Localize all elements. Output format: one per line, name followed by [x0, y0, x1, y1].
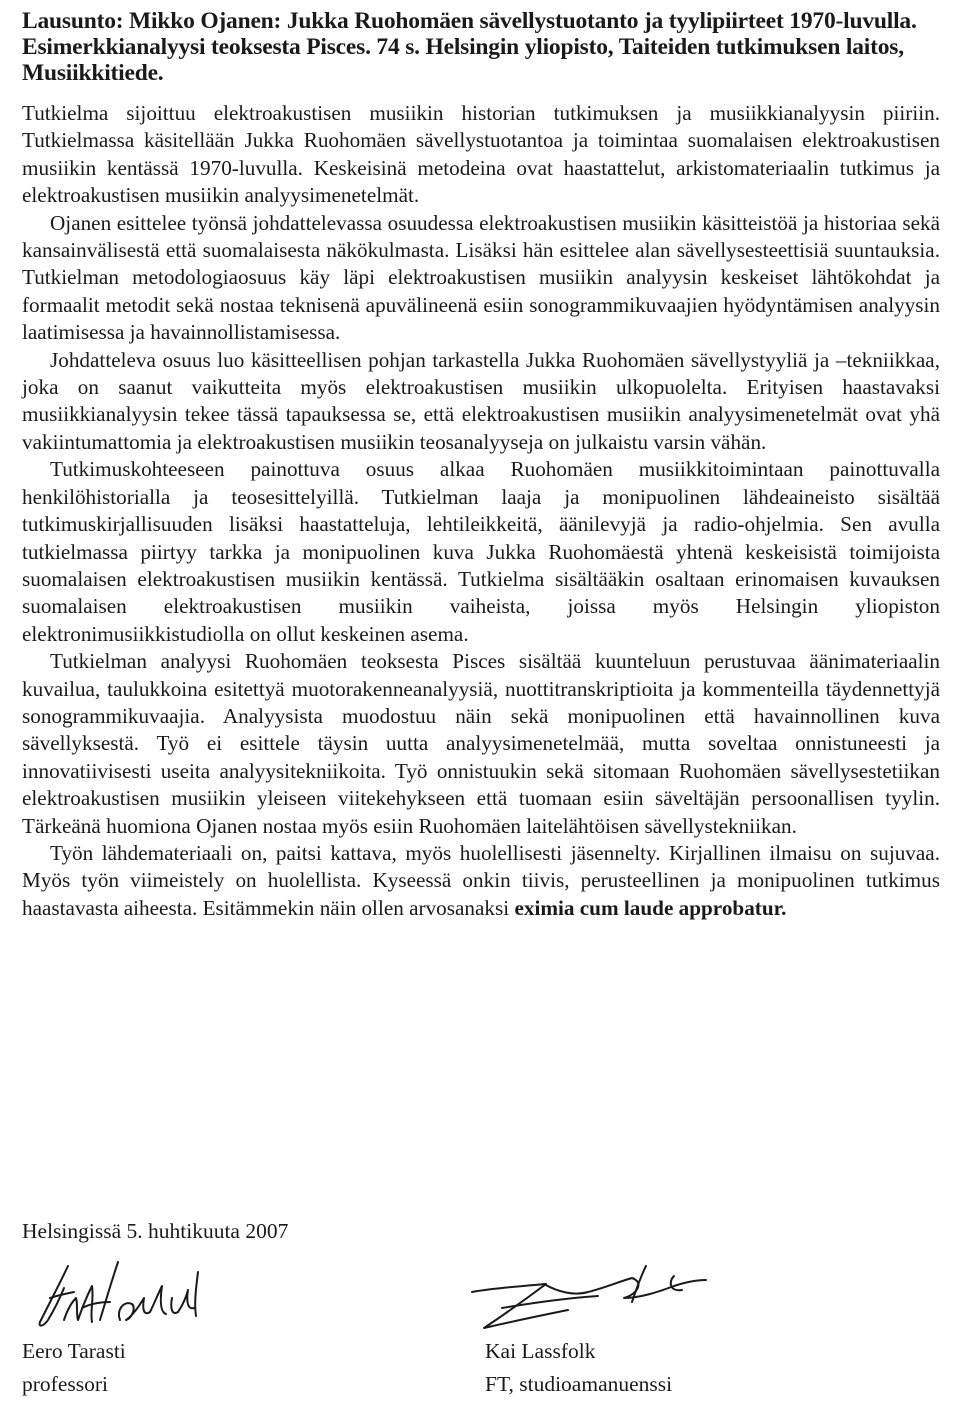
paragraph-1: Tutkielma sijoittuu elektroakustisen musiikin historian tutkimuksen ja musiikkianalyysin piiriin. Tutkielmassa käsitellään Jukka Ruohomäen sävellystuotantoa ja toimintaa suomalaisen elektroakustisen musiikin kentässä 1970-luvulla. Keskeisinä metodeina ovat haastattelut, arkistomateriaalin tutkimus ja elektroakustisen musiikin analyysimenetelmät.: [22, 101, 940, 208]
grade: eximia cum laude approbatur.: [514, 895, 787, 920]
signature-kai-lassfolk: [418, 1262, 708, 1342]
signer-title: FT, studioamanuenssi: [485, 1372, 673, 1396]
final-paragraph-text: Työn lähdemateriaali on, paitsi kattava, myös huolellisesti jäsennelty. Kirjallinen ilmaisu on sujuvaa. Myös työn viimeistely on huolellista. Kyseessä onkin tiivis, perusteellinen ja monipuolinen tutkimus haastavasta aiheesta. Esitämmekin näin ollen arvosanaksi: [22, 840, 940, 920]
signer-kai-lassfolk: [485, 1335, 672, 1401]
paragraph-4: Tutkimuskohteeseen painottuva osuus alkaa Ruohomäen musiikkitoimintaan painottuvalla henkilöhistorialla ja teosesittelyillä. Tutkielman laaja ja monipuolinen lähdeaineisto sisältää tutkimuskirjallisuuden lisäksi haastatteluja, lehtileikkeitä, äänilevyjä ja radio-ohjelmia. Sen avulla tutkielmassa piirtyy tarkka ja monipuolinen kuva Jukka Ruohomäestä yhtenä keskeisistä toimijoista suomalaisen elektroakustisen musiikin kentässä. Tutkielma sisältääkin osaltaan erinomaisen kuvauksen suomalaisen elektroakustisen musiikin vaiheista, joissa myös Helsingin yliopiston elektronimusiikkistudiolla on ollut keskeinen asema.: [22, 457, 940, 646]
paragraph-5: Tutkielman analyysi Ruohomäen teoksesta Pisces sisältää kuunteluun perustuvaa äänimateriaalin kuvailua, taulukkoina esitettyä muotorakenneanalyysiä, nuottitranskriptioita ja kommenteilla täydennettyjä sonogrammikuvaajia. Analyysista muodostuu näin sekä monipuolinen että havainnollinen kuva sävellyksestä. Työ ei esittele täysin uutta analyysimenetelmää, mutta soveltaa onnistuneesti ja innovatiivisesti useita analyysitekniikoita. Työ onnistuukin sekä sitomaan Ruohomäen sävellysestetiikan elektroakustisen musiikin yleiseen viitekehykseen että tuomaan esiin säveltäjän persoonallisen tyylin. Tärkeänä huomiona Ojanen nostaa myös esiin Ruohomäen laitelähtöisen sävellystekniikan.: [22, 649, 940, 838]
document-body: [22, 100, 940, 922]
signer-name: Eero Tarasti: [22, 1339, 126, 1363]
paragraph-3: Johdatteleva osuus luo käsitteellisen pohjan tarkastella Jukka Ruohomäen sävellystyyliä ja –tekniikkaa, joka on saanut vaikutteita myös elektroakustisen musiikin ulkopuolelta. Erityisen haastavaksi musiikkianalyysin tekee tässä tapauksessa se, että elektroakustisen musiikin analyysimenetelmät ovat yhä vakiintumattomia ja elektroakustisen musiikin teosanalyyseja on julkaistu varsin vähän.: [22, 347, 940, 454]
signer-name: Kai Lassfolk: [485, 1339, 596, 1363]
paragraph-6: [22, 840, 940, 922]
signer-title: professori: [22, 1372, 108, 1396]
signer-eero-tarasti: [22, 1335, 126, 1401]
paragraph-2: Ojanen esittelee työnsä johdattelevassa osuudessa elektroakustisen musiikin käsitteistöä ja historiaa sekä kansainvälisestä että suomalaisesta näkökulmasta. Lisäksi hän esittelee alan sävellysesteettisiä suuntauksia. Tutkielman metodologiaosuus käy läpi elektroakustisen musiikin analyysin keskeiset lähtökohdat ja formaalit metodit sekä nostaa teknisenä apuvälineenä esiin sonogrammikuvaajien hyödyntämisen analyysin laatimisessa ja havainnollistamisessa.: [22, 210, 940, 345]
document-title: Lausunto: Mikko Ojanen: Jukka Ruohomäen sävellystuotanto ja tyylipiirteet 1970-luvulla. Esimerkkianalyysi teoksesta Pisces. 74 s. Helsingin yliopisto, Taiteiden tutkimuksen laitos, Musiikkitiede.: [22, 8, 917, 86]
place-and-date: Helsingissä 5. huhtikuuta 2007: [22, 1219, 289, 1243]
signature-eero-tarasti: [20, 1258, 220, 1338]
